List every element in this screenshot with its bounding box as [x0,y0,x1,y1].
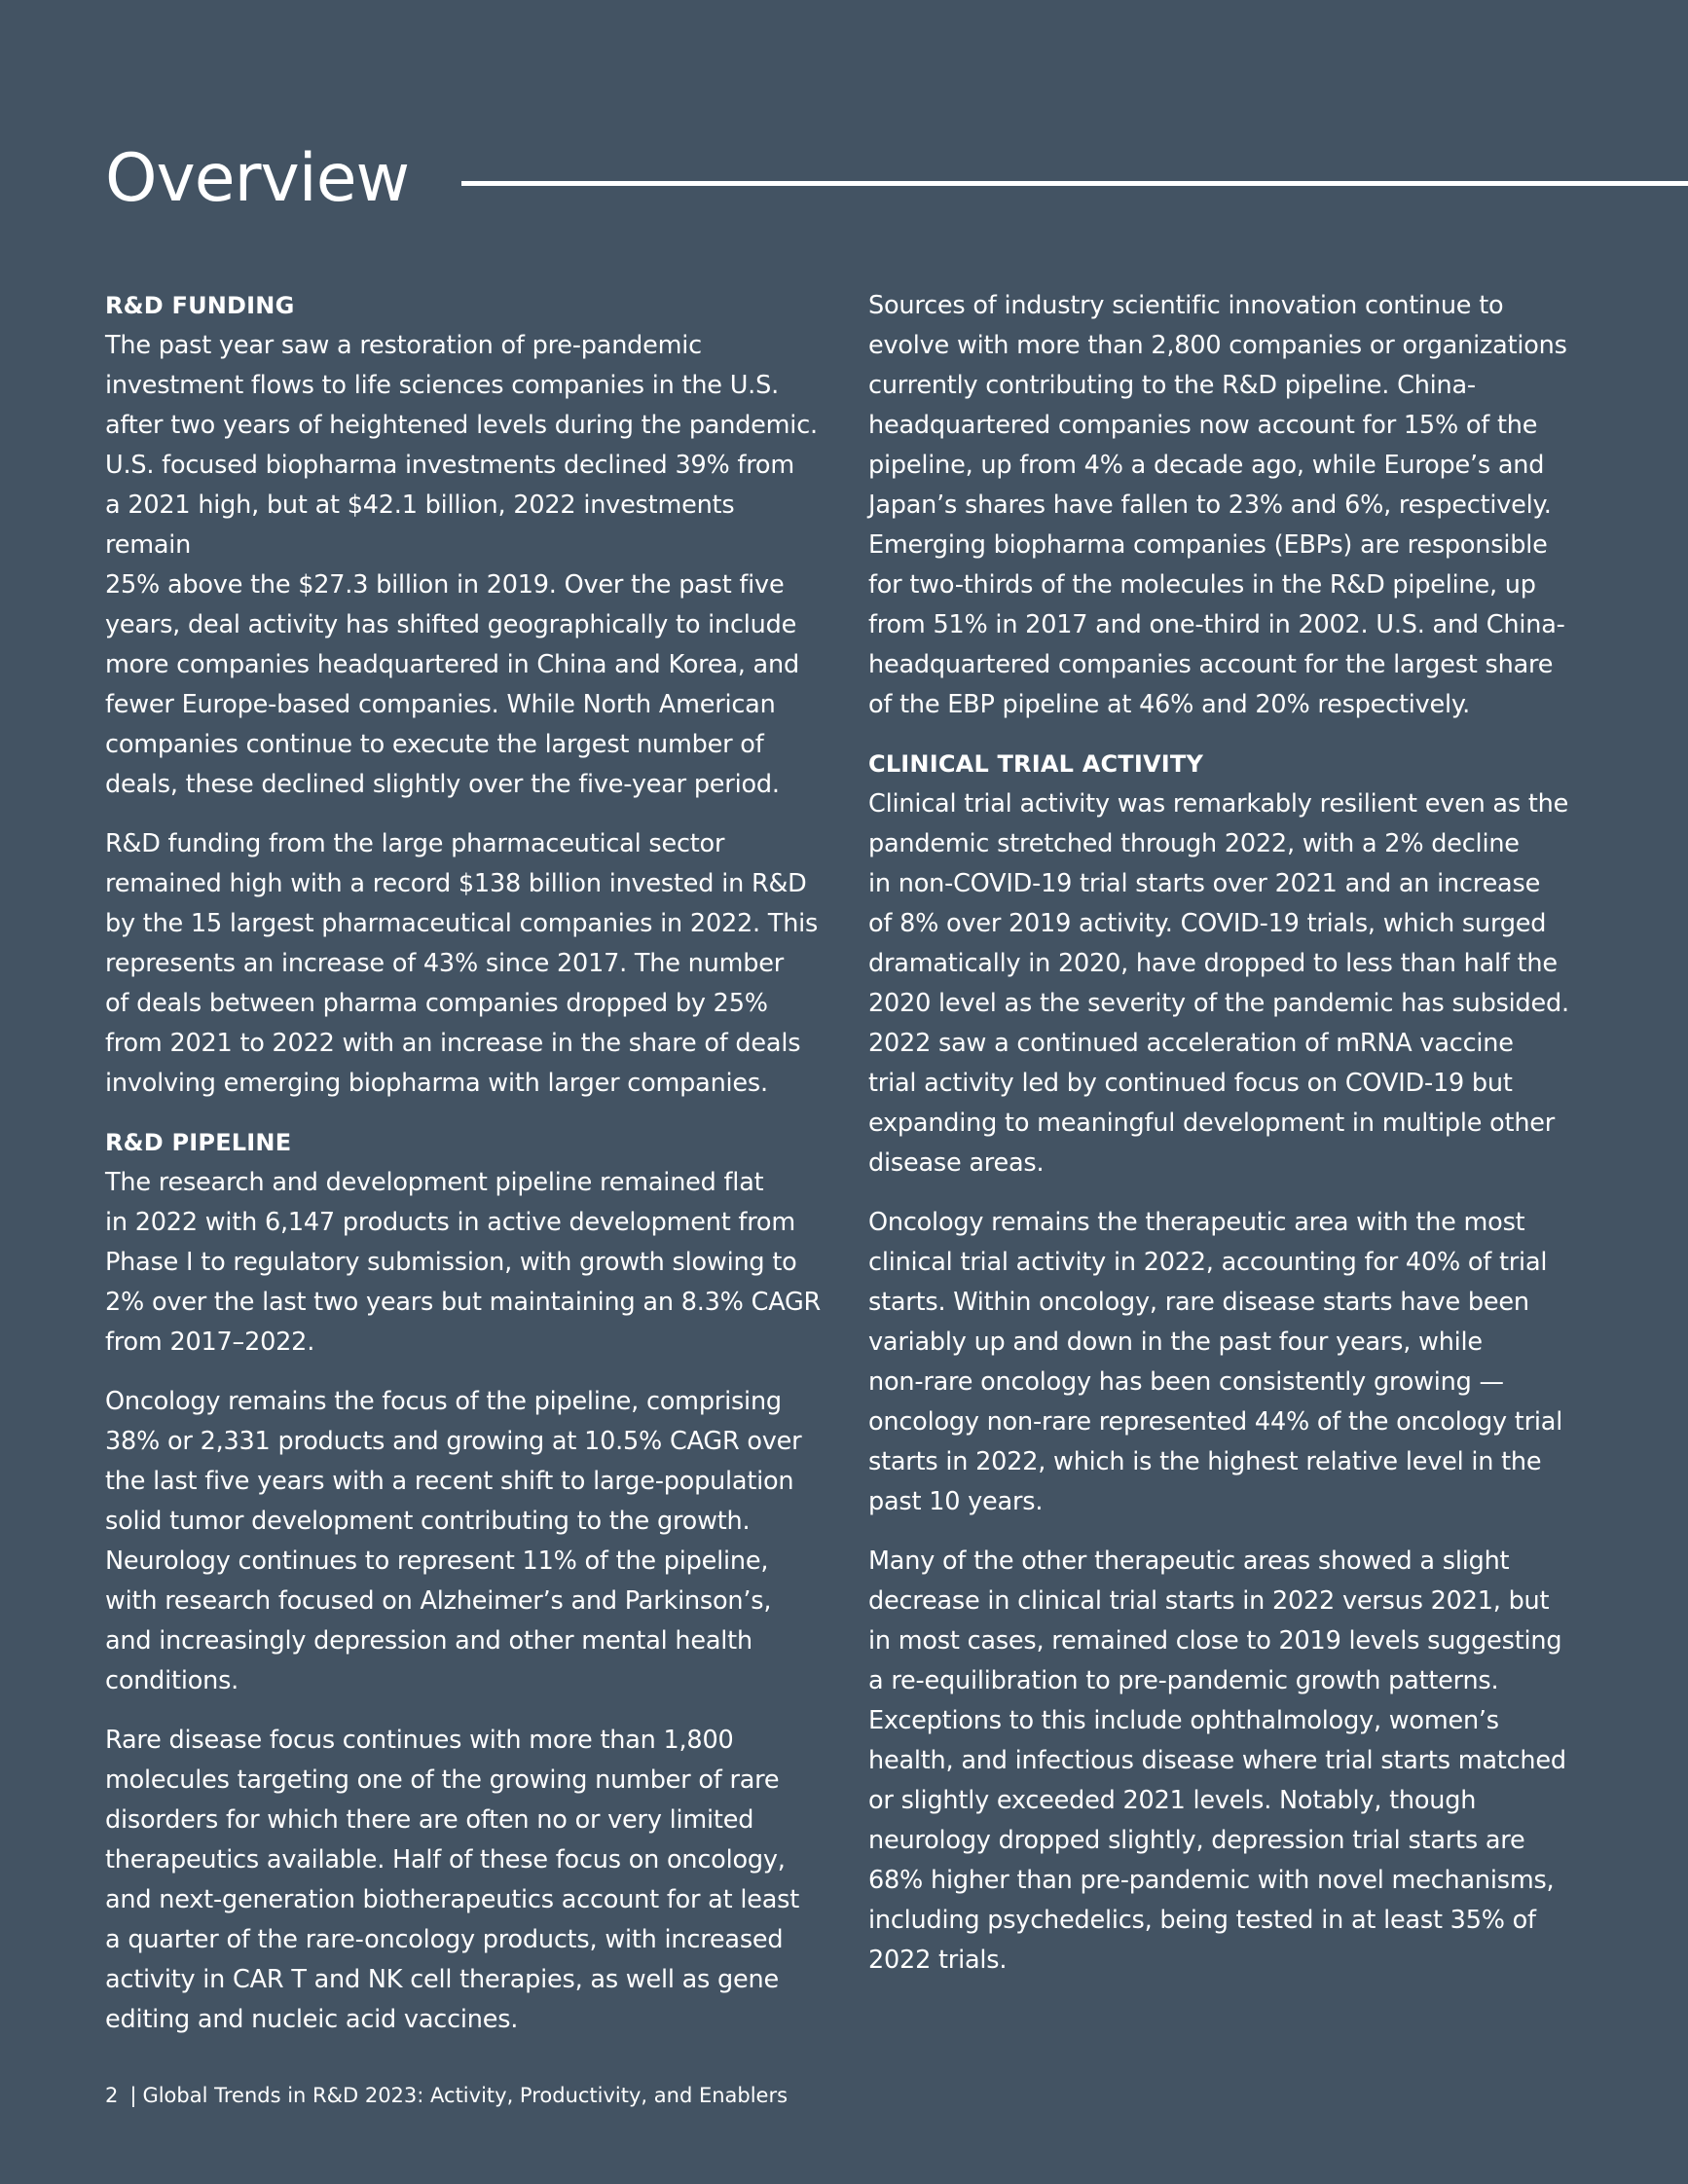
right-column [868,286,1589,2000]
page-header [105,134,1688,232]
page-footer [105,2081,788,2110]
footer-separator: | [129,2084,137,2107]
page-title: Overview [105,140,410,217]
rd-funding-paragraph-1: The past year saw a restoration of pre-pandemic investment flows to life sciences companies in the U.S. after two years of heightened levels during the pandemic. U.S. focused biopharma investments declined 39% from a 2021 high, but at $42.1 billion, 2022 investments remain 25% above the $27.3 billion in 2019. Over the past five years, deal activity has shifted geographically to include more companies headquartered in China and Korea, and fewer Europe-based companies. While North American companies continue to execute the largest number of deals, these declined slightly over the five-year period. [105,331,818,799]
clinical-trial-paragraph-3: Many of the other therapeutic areas showed a slight decrease in clinical trial starts in 2022 versus 2021, but in most cases, remained close to 2019 levels suggesting a re-equilibration to pre-pandemic growth patterns. Exceptions to this include ophthalmology, women’s health, and infectious disease where trial starts matched or slightly exceeded 2021 levels. Notably, though neurology dropped slightly, depression trial starts are 68% higher than pre-pandemic with novel mechanisms, including psychedelics, being tested in at least 35% of 2022 trials. [868,1547,1566,1975]
rd-pipeline-paragraph-3: Rare disease focus continues with more than 1,800 molecules targeting one of the growing number of rare disorders for which there are often no or very limited therapeutics available. Half of these focus on oncology, and next-generation biotherapeutics account for at least a quarter of the rare-oncology products, with increased activity in CAR T and NK cell therapies, as well as gene editing and nucleic acid vaccines. [105,1726,799,2034]
title-divider-line [461,181,1688,186]
rd-pipeline-paragraph-2: Oncology remains the focus of the pipeline, comprising 38% or 2,331 products and growing at 10.5% CAGR over the last five years with a recent shift to large-population solid tumor development contributing to the growth. Neurology continues to represent 11% of the pipeline, with research focused on Alzheimer’s and Parkinson’s, and increasingly depression and other mental health conditions. [105,1387,802,1695]
left-column [105,286,826,2059]
section-heading-rd-pipeline: R&D PIPELINE [105,1129,292,1156]
rd-funding-paragraph-2: R&D funding from the large pharmaceutical sector remained high with a record $138 billion invested in R&D by the 15 largest pharmaceutical companies in 2022. This represents an increase of 43% since 2017. The number of deals between pharma companies dropped by 25% from 2021 to 2022 with an increase in the share of deals involving emerging biopharma with larger companies. [105,829,819,1098]
innovation-sources-paragraph: Sources of industry scientific innovation continue to evolve with more than 2,800 companies or organizations currently contributing to the R&D pipeline. China- headquartered companies now account for 15% of the pipeline, up from 4% a decade ago, while Europe’s and Japan’s shares have fallen to 23% and 6%, respectively. Emerging biopharma companies (EBPs) are responsible for two-thirds of the molecules in the R&D pipeline, up from 51% in 2017 and one-third in 2002. U.S. and China- headquartered companies account for the largest share of the EBP pipeline at 46% and 20% respectively. [868,291,1567,719]
publication-title: Global Trends in R&D 2023: Activity, Productivity, and Enablers [142,2084,789,2107]
section-heading-rd-funding: R&D FUNDING [105,292,295,319]
clinical-trial-paragraph-1: Clinical trial activity was remarkably resilient even as the pandemic stretched through 2022, with a 2% decline in non-COVID-19 trial starts over 2021 and an increase of 8% over 2019 activity. COVID-19 trials, which surged dramatically in 2020, have dropped to less than half the 2020 level as the severity of the pandemic has subsided. 2022 saw a continued acceleration of mRNA vaccine trial activity led by continued focus on COVID-19 but expanding to meaningful development in multiple other disease areas. [868,789,1569,1178]
clinical-trial-paragraph-2: Oncology remains the therapeutic area with the most clinical trial activity in 2022, accounting for 40% of trial starts. Within oncology, rare disease starts have been variably up and down in the past four years, while non-rare oncology has been consistently growing — oncology non-rare represented 44% of the oncology trial starts in 2022, which is the highest relative level in the past 10 years. [868,1208,1563,1516]
rd-pipeline-paragraph-1: The research and development pipeline remained flat in 2022 with 6,147 products in active development from Phase I to regulatory submission, with growth slowing to 2% over the last two years but maintaining an 8.3% CAGR from 2017–2022. [105,1168,822,1357]
section-heading-clinical-trial-activity: CLINICAL TRIAL ACTIVITY [868,750,1204,778]
page-number: 2 [105,2084,119,2107]
